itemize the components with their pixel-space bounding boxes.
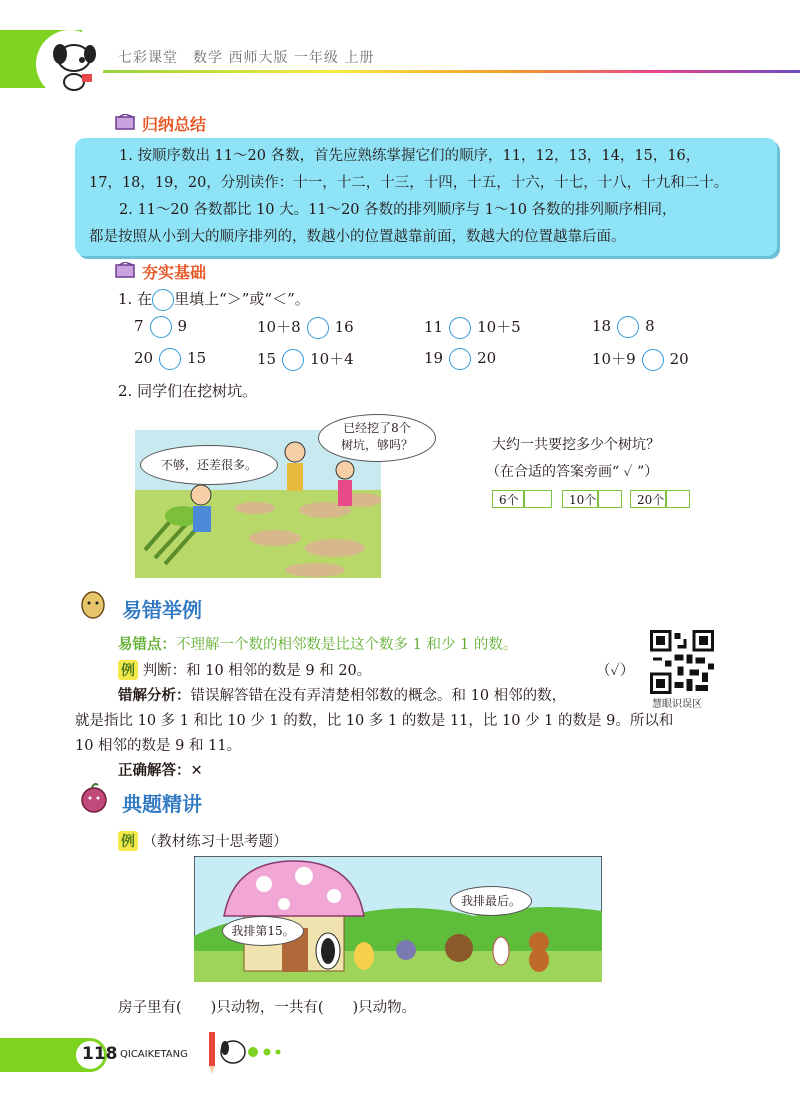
speech-bubble-left: 不够，还差很多。 [140, 445, 278, 485]
question-2: 2. 同学们在挖树坑。 [118, 382, 258, 400]
classic-heading: 典题精讲 [122, 792, 202, 816]
summary-heading: 归纳总结 [142, 115, 207, 134]
compare-right: 15 [187, 349, 207, 367]
mistake-point-label: 易错点： [118, 637, 176, 653]
compare-item [257, 348, 354, 371]
compare-circle[interactable] [449, 317, 471, 339]
option-10-answer-box[interactable] [598, 488, 620, 509]
question-1-pre: 1. 在 [118, 290, 153, 308]
summary-line-1: 1. 按顺序数出 11～20 各数，首先应熟练掌握它们的顺序，11，12，13，14，15，16， [119, 148, 701, 164]
summary-line-2: 17，18，19，20，分别读作：十一，十二，十三，十四，十五，十六，十七，十八，十九和二十。 [89, 175, 729, 191]
egg-character-icon [78, 590, 108, 620]
compare-right: 20 [669, 350, 689, 368]
correct-answer-label: 正确解答： [118, 763, 191, 779]
compare-circle[interactable] [449, 348, 471, 370]
compare-circle[interactable] [150, 316, 172, 338]
mistake-example [118, 659, 371, 680]
pencil-box-icon [115, 114, 137, 130]
page-number: 118 [82, 1044, 118, 1064]
example-tag: 例 [118, 831, 138, 851]
speech-bubble-right: 我排最后。 [450, 886, 532, 916]
compare-left: 10＋9 [592, 350, 636, 368]
compare-right: 16 [334, 318, 354, 336]
basics-heading: 夯实基础 [142, 263, 207, 282]
fruit-character-icon [78, 782, 110, 816]
compare-right: 9 [177, 317, 188, 335]
compare-right: 10＋5 [477, 318, 521, 336]
speech-bubble-line-2: 树坑，够吗？ [340, 438, 413, 452]
compare-item [592, 348, 689, 371]
compare-right: 8 [645, 317, 655, 335]
speech-bubble-right [318, 414, 436, 462]
correct-answer [118, 759, 203, 780]
footer-brand: QICAIKETANG [120, 1049, 188, 1060]
header-title: 七彩课堂 数学 西师大版 一年级 上册 [118, 50, 375, 66]
compare-item [257, 316, 354, 339]
compare-right: 20 [477, 349, 497, 367]
qr-code-icon[interactable] [650, 630, 714, 694]
classic-question: 房子里有( )只动物，一共有( )只动物。 [118, 1000, 417, 1016]
compare-item [134, 316, 187, 338]
compare-right: 10＋4 [310, 350, 354, 368]
analysis-line-3: 10 相邻的数是 9 和 11。 [75, 738, 242, 754]
compare-left: 20 [134, 349, 154, 367]
compare-left: 15 [257, 350, 277, 368]
compare-circle[interactable] [282, 349, 304, 371]
option-label: 6个 [499, 493, 519, 507]
speech-bubble-left: 我排第15。 [222, 916, 304, 946]
question-1-post: 里填上“＞”或“＜”。 [174, 290, 310, 308]
mistake-heading: 易错举例 [122, 598, 202, 622]
compare-circle[interactable] [159, 348, 181, 370]
correct-answer-mark: ✕ [190, 763, 203, 779]
compare-left: 7 [134, 317, 144, 335]
compare-item [592, 316, 655, 338]
speech-bubble-line-1: 已经挖了8个 [343, 421, 411, 435]
summary-box [75, 138, 777, 256]
compare-item [134, 348, 206, 370]
classic-example [118, 830, 288, 851]
mistake-point [118, 633, 517, 654]
dog-mascot-icon [30, 28, 120, 100]
option-label: 10个 [569, 493, 597, 507]
option-6-answer-box[interactable] [532, 488, 552, 509]
compare-item [424, 348, 496, 370]
answer-circle[interactable] [152, 289, 174, 311]
pencil-dog-icon [205, 1030, 285, 1078]
summary-line-4: 都是按照从小到大的顺序排列的，数越小的位置越靠前面，数越大的位置越靠后面。 [89, 229, 626, 245]
estimate-instruction: （在合适的答案旁画“ ✓ ”） [486, 464, 659, 480]
mistake-point-text: 不理解一个数的相邻数是比这个数多 1 和少 1 的数。 [176, 637, 518, 653]
compare-left: 18 [592, 317, 612, 335]
example-tag: 例 [118, 660, 138, 680]
compare-circle[interactable] [307, 317, 329, 339]
option-label: 20个 [637, 493, 665, 507]
example-source: （教材练习十思考题） [142, 834, 288, 850]
example-text: 判断：和 10 相邻的数是 9 和 20。 [142, 663, 372, 679]
question-1 [118, 288, 310, 311]
analysis-line-1 [118, 684, 566, 705]
pencil-box-icon [115, 262, 137, 278]
analysis-line-2: 就是指比 10 多 1 和比 10 少 1 的数，比 10 多 1 的数是 11，比 10 少 1 的数是 9。所以和 [75, 713, 674, 729]
analysis-label: 错解分析： [118, 688, 191, 704]
option-20-answer-box[interactable] [666, 488, 688, 509]
example-judgement-mark: （✓） [596, 663, 635, 679]
compare-left: 19 [424, 349, 444, 367]
summary-line-3: 2. 11～20 各数都比 10 大。11～20 各数的排列顺序与 1～10 各数的排列顺序相同， [119, 202, 677, 218]
compare-item [424, 316, 521, 339]
compare-circle[interactable] [642, 349, 664, 371]
analysis-text: 错误解答错在没有弄清楚相邻数的概念。和 10 相邻的数， [190, 688, 567, 704]
compare-left: 10＋8 [257, 318, 301, 336]
compare-left: 11 [424, 318, 444, 336]
qr-caption: 慧眼识误区 [652, 699, 702, 710]
estimate-question: 大约一共要挖多少个树坑？ [492, 437, 660, 453]
compare-circle[interactable] [617, 316, 639, 338]
